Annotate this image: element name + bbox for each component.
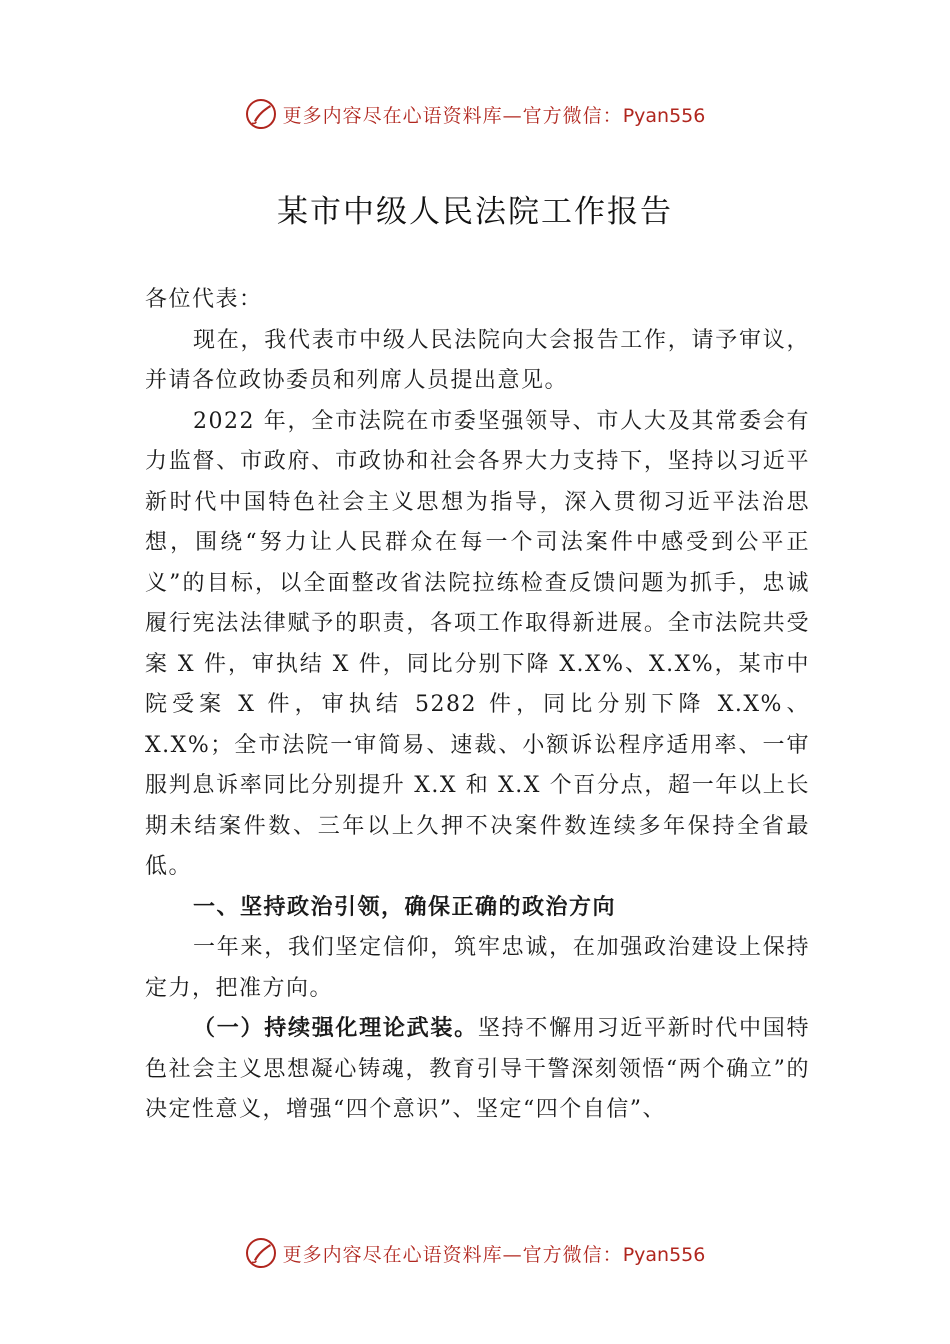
header-watermark	[0, 94, 950, 134]
paragraph: 2022 年，全市法院在市委坚强领导、市人大及其常委会有力监督、市政府、市政协和社会各界大力支持下，坚持以习近平新时代中国特色社会主义思想为指导，深入贯彻习近平法治思想，围绕“努力让人民群众在每一个司法案件中感受到公平正义”的目标，以全面整改省法院拉练检查反馈问题为抓手，忠诚履行宪法法律赋予的职责，各项工作取得新进展。全市法院共受案 X 件，审执结 X 件，同比分别下降 X.X%、X.X%，某市中院受案 X 件，审执结 5282 件，同比分别下降 X.X%、X.X%；全市法院一审简易、速裁、小额诉讼程序适用率、一审服判息诉率同比分别提升 X.X 和 X.X 个百分点，超一年以上长期未结案件数、三年以上久押不决案件数连续多年保持全省最低。	[145, 408, 810, 879]
footer-watermark	[0, 1233, 950, 1273]
brush-logo-icon	[245, 1237, 277, 1269]
section-intro: 一年来，我们坚定信仰，筑牢忠诚，在加强政治建设上保持定力，把准方向。	[145, 935, 810, 1001]
document-body	[145, 280, 810, 1131]
section-heading: 一、坚持政治引领，确保正确的政治方向	[193, 894, 617, 920]
watermark-text: 更多内容尽在心语资料库—官方微信：Pyan556	[282, 104, 706, 127]
brush-logo-icon	[245, 98, 277, 130]
subsection-heading: （一）持续强化理论武装。	[193, 1016, 478, 1041]
salutation: 各位代表：	[145, 287, 263, 312]
watermark-text: 更多内容尽在心语资料库—官方微信：Pyan556	[282, 1243, 706, 1266]
subsection-paragraph	[145, 1009, 810, 1131]
paragraph: 现在，我代表市中级人民法院向大会报告工作，请予审议，并请各位政协委员和列席人员提出意见。	[145, 327, 810, 393]
document-title: 某市中级人民法院工作报告	[277, 194, 673, 230]
subsection-text: 坚持不懈用习近平新时代中国特色社会主义思想凝心铸魂，教育引导干警深刻领悟“两个确立”的决定性意义，增强“四个意识”、坚定“四个自信”、	[145, 1016, 810, 1122]
